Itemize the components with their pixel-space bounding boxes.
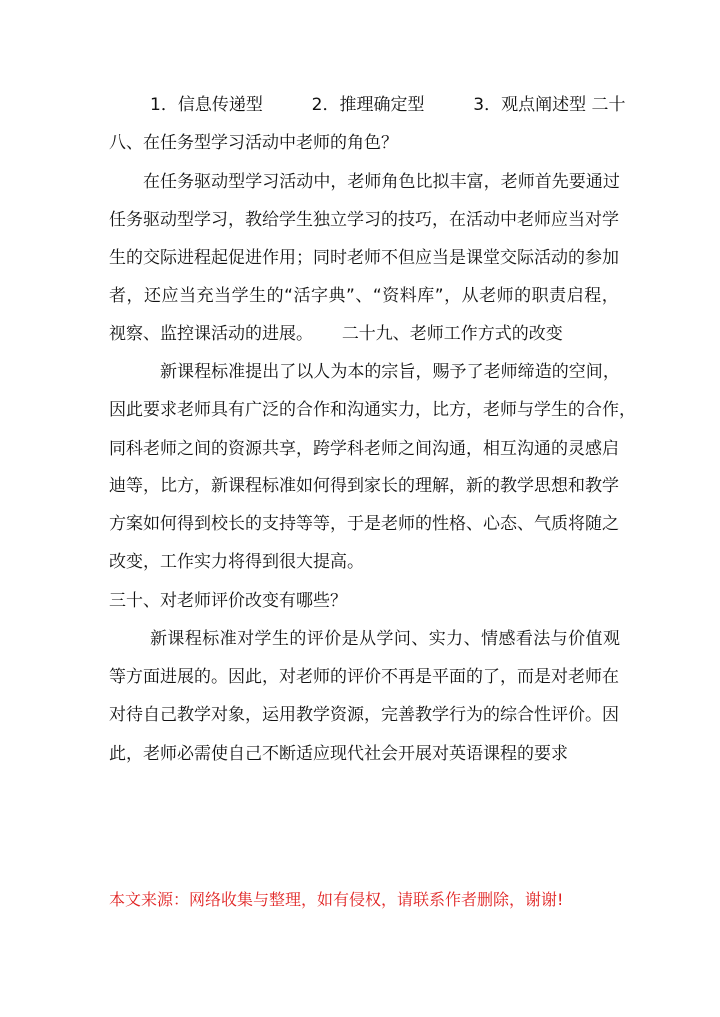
heading-29: 二十九、老师工作方式的改变: [341, 324, 563, 344]
para-30-line-4: 此，老师必需使自己不断适应现代社会开展对英语课程的要求: [109, 744, 568, 764]
para-29-line-2: 因 此 要 求 老 师 具 有 广 泛 的 合 作 和 沟 通 实 力 ， 比 方 ， 老 师 与 学 生 的 合 作 ，: [109, 400, 636, 420]
para-28-line-3: 生 的 交 际 进 程 起 促 进 作 用 ； 同 时 老 师 不 但 应 当 是 课 堂 交 际 活 动 的 参 加: [109, 248, 619, 268]
para-29-line-5: 方 案 如 何 得 到 校 长 的 支 持 等 等 ， 于 是 老 师 的 性 格 、 心 态 、 气 质 将 随 之: [109, 514, 619, 534]
type-3: 3．观点阐述型: [473, 95, 587, 115]
para-29-line-1: 新 课 程 标 准 提 出 了 以 人 为 本 的 宗 旨 ， 赐 予 了 老 师 缔 造 的 空 间 ，: [160, 362, 620, 382]
heading-30: 三十、对老师评价改变有哪些？: [109, 591, 347, 611]
types-line: [150, 93, 626, 117]
para-30-line-2: 等 方 面 进 展 的 。 因 此 ， 对 老 师 的 评 价 不 再 是 平 面 的 了 ， 而 是 对 老 师 在: [109, 667, 619, 687]
para-29-line-6: 改变，工作实力将得到很大提高。: [109, 552, 364, 572]
heading-28-start: 二十: [591, 95, 626, 115]
para-28-line-4: 者 ， 还 应 当 充 当 学 生 的 “ 活 字 典 ” 、 “ 资 料 库 ” ， 从 老 师 的 职 责 启 程 ，: [109, 286, 619, 306]
para-28-line-5-text: 视察、监控课活动的进展。: [109, 324, 313, 344]
type-2: 2．推理确定型: [311, 95, 425, 115]
para-29-line-4: 迪 等 ， 比 方 ， 新 课 程 标 准 如 何 得 到 家 长 的 理 解 ， 新 的 教 学 思 想 和 教 学: [109, 476, 619, 496]
heading-28-end: 八、在任务型学习活动中老师的角色？: [109, 133, 398, 153]
para-30-line-1: 新 课 程 标 准 对 学 生 的 评 价 是 从 学 问 、 实 力 、 情 感 看 法 与 价 值 观: [150, 629, 620, 649]
para-29-line-3: 同 科 老 师 之 间 的 资 源 共 享 ， 跨 学 科 老 师 之 间 沟 通 ， 相 互 沟 通 的 灵 感 启: [109, 439, 619, 459]
type-1: 1．信息传递型: [150, 95, 263, 115]
para-30-line-3: 对 待 自 己 教 学 对 象 ， 运 用 教 学 资 源 ， 完 善 教 学 行 为 的 综 合 性 评 价 。 因: [109, 705, 619, 725]
para-28-line-1: 在 任 务 驱 动 型 学 习 活 动 中 ， 老 师 角 色 比 拟 丰 富 ， 老 师 首 先 要 通 过: [143, 172, 620, 192]
footer-source-note: 本文来源：网络收集与整理，如有侵权，请联系作者删除，谢谢!: [109, 890, 564, 909]
para-28-line-5: [109, 322, 619, 346]
para-28-line-2: 任 务 驱 动 型 学 习 ， 教 给 学 生 独 立 学 习 的 技 巧 ， 在 活 动 中 老 师 应 当 对 学: [109, 210, 619, 230]
